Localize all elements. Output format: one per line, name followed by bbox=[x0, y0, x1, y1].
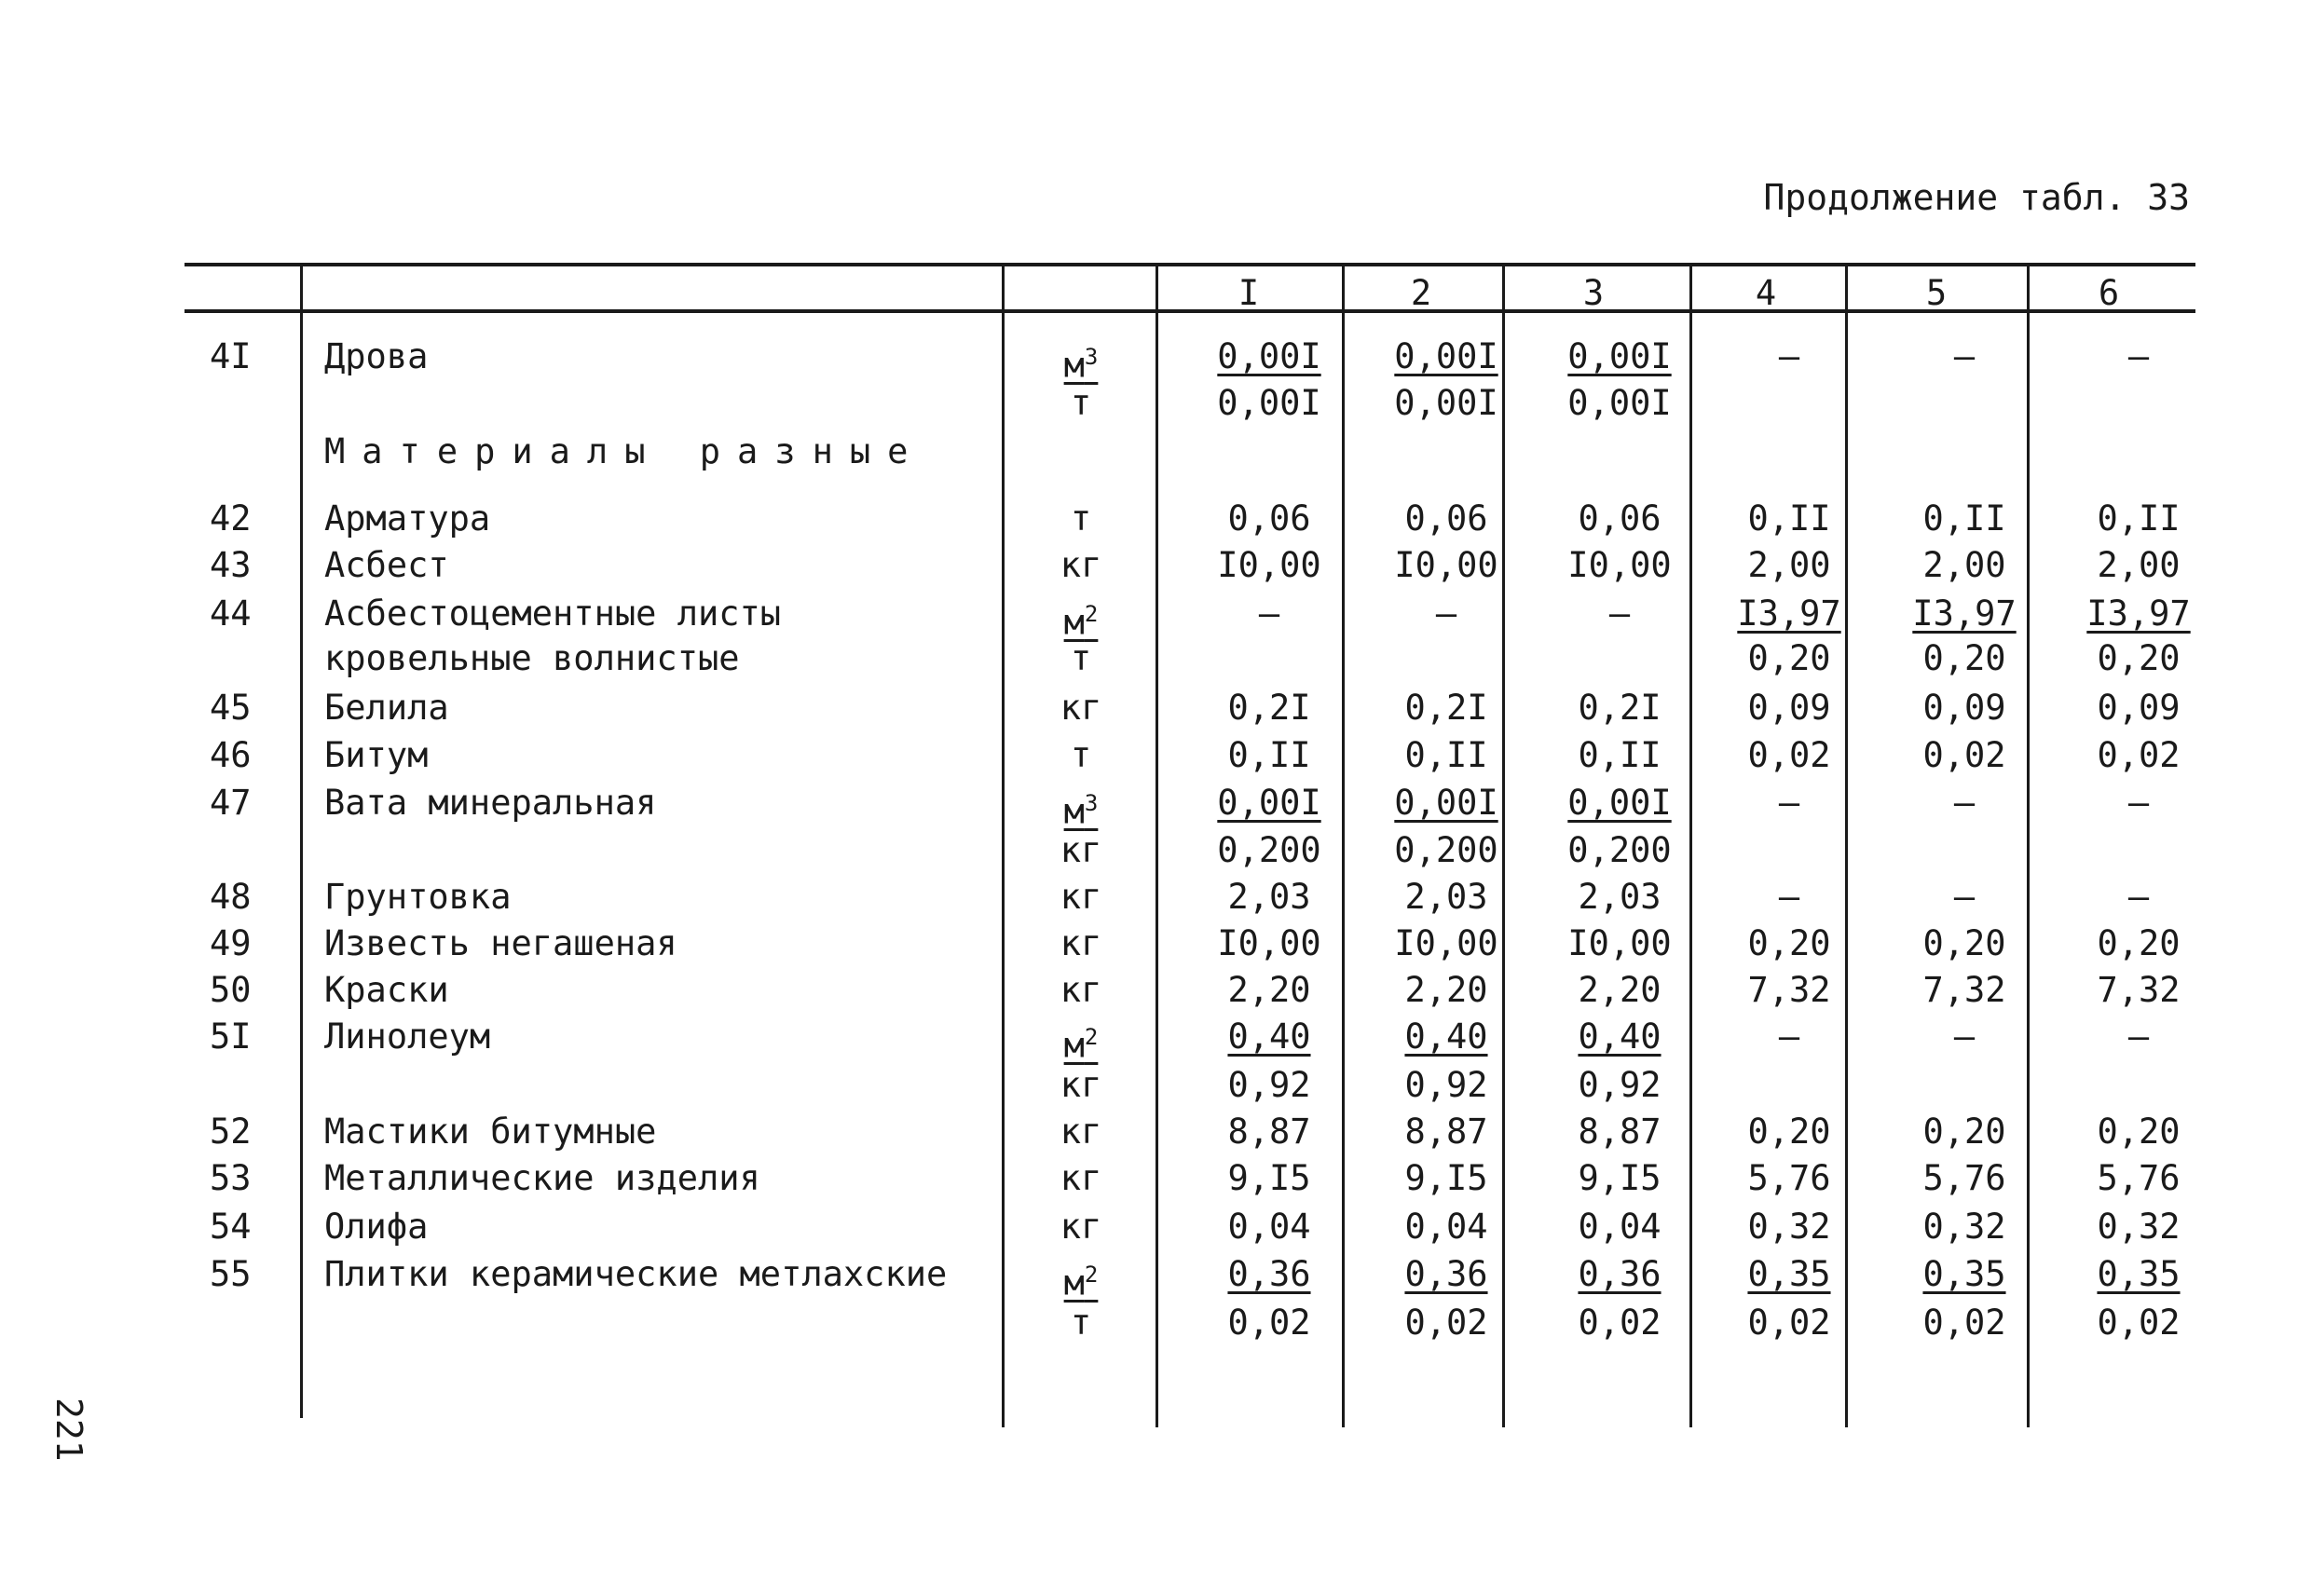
value-cell: – bbox=[2127, 783, 2150, 823]
value-cell: 0,II bbox=[1747, 498, 1831, 539]
unit: кг bbox=[1060, 1207, 1102, 1247]
row-number: 49 bbox=[210, 923, 252, 963]
value-cell: I0,00 bbox=[1217, 923, 1321, 963]
value-cell: 0,36 bbox=[1578, 1254, 1661, 1294]
value-cell: 0,20 bbox=[1747, 638, 1831, 678]
unit: кг bbox=[1060, 545, 1102, 585]
table-row bbox=[0, 1251, 2311, 1303]
value-cell: I0,00 bbox=[1217, 545, 1321, 585]
table-row bbox=[0, 1155, 2311, 1202]
value-cell: – bbox=[1778, 877, 1800, 917]
value-cell: 0,II bbox=[2097, 498, 2181, 539]
value-cell: 0,92 bbox=[1227, 1065, 1311, 1105]
material-name: Асбест bbox=[324, 545, 449, 585]
value-cell: 0,02 bbox=[1404, 1303, 1488, 1343]
unit: $м^2$ bbox=[1063, 1024, 1099, 1066]
value-cell: 0,04 bbox=[1404, 1207, 1488, 1247]
row-number: 5I bbox=[210, 1016, 252, 1057]
material-name: Вата минеральная bbox=[324, 783, 657, 823]
value-cell: 5,76 bbox=[2097, 1158, 2181, 1198]
unit: $м^3$ bbox=[1063, 344, 1099, 386]
column-header-6: 6 bbox=[2098, 273, 2120, 313]
value-cell: 0,2I bbox=[1578, 688, 1661, 728]
material-name: Асбестоцементные листы bbox=[324, 593, 782, 634]
table-row bbox=[0, 1300, 2311, 1346]
value-cell: 0,00I bbox=[1567, 336, 1672, 376]
value-cell: – bbox=[1953, 336, 1976, 376]
value-cell: 0,06 bbox=[1404, 498, 1488, 539]
value-cell: 0,2I bbox=[1404, 688, 1488, 728]
value-cell: 0,00I bbox=[1217, 336, 1321, 376]
column-header-4: 4 bbox=[1755, 273, 1777, 313]
column-header-1: I bbox=[1238, 273, 1260, 313]
value-cell: 0,06 bbox=[1227, 498, 1311, 539]
row-number: 55 bbox=[210, 1254, 252, 1294]
table-row bbox=[0, 874, 2311, 921]
unit: кг bbox=[1060, 830, 1102, 870]
unit: кг bbox=[1060, 877, 1102, 917]
row-number: 43 bbox=[210, 545, 252, 585]
value-cell: 2,03 bbox=[1578, 877, 1661, 917]
row-number: 4I bbox=[210, 336, 252, 376]
value-cell: 0,32 bbox=[1747, 1207, 1831, 1247]
value-cell: – bbox=[1608, 593, 1631, 634]
unit: кг bbox=[1060, 688, 1102, 728]
table-row bbox=[0, 635, 2311, 682]
material-name: Белила bbox=[324, 688, 449, 728]
row-number: 47 bbox=[210, 783, 252, 823]
value-cell: 0,35 bbox=[1922, 1254, 2006, 1294]
material-name: Арматура bbox=[324, 498, 491, 539]
value-cell: 2,20 bbox=[1404, 970, 1488, 1010]
value-cell: 0,09 bbox=[1922, 688, 2006, 728]
unit: $м^2$ bbox=[1063, 1262, 1099, 1303]
value-cell: 0,2I bbox=[1227, 688, 1311, 728]
value-cell: 2,00 bbox=[2097, 545, 2181, 585]
value-cell: 0,92 bbox=[1404, 1065, 1488, 1105]
row-number: 42 bbox=[210, 498, 252, 539]
unit: $м^2$ bbox=[1063, 601, 1099, 643]
value-cell: 0,II bbox=[1578, 735, 1661, 775]
value-cell: – bbox=[1953, 783, 1976, 823]
value-cell: I0,00 bbox=[1567, 923, 1672, 963]
page-number: 221 bbox=[48, 1398, 89, 1462]
value-cell: 0,20 bbox=[2097, 638, 2181, 678]
value-cell: 0,02 bbox=[1578, 1303, 1661, 1343]
value-cell: 2,03 bbox=[1227, 877, 1311, 917]
value-cell: 0,02 bbox=[1747, 735, 1831, 775]
value-cell: 2,00 bbox=[1747, 545, 1831, 585]
table-row bbox=[0, 732, 2311, 779]
value-cell: – bbox=[1258, 593, 1280, 634]
material-name: кровельные волнистые bbox=[324, 638, 740, 678]
value-cell: 0,02 bbox=[1227, 1303, 1311, 1343]
material-name: Битум bbox=[324, 735, 429, 775]
value-cell: 0,02 bbox=[2097, 1303, 2181, 1343]
value-cell: – bbox=[1953, 877, 1976, 917]
value-cell: 0,00I bbox=[1217, 783, 1321, 823]
value-cell: 0,II bbox=[1227, 735, 1311, 775]
value-cell: I0,00 bbox=[1394, 545, 1498, 585]
material-name: Мастики битумные bbox=[324, 1112, 657, 1152]
unit: т bbox=[1070, 638, 1092, 678]
value-cell: 8,87 bbox=[1404, 1112, 1488, 1152]
value-cell: 0,02 bbox=[1922, 1303, 2006, 1343]
table-row bbox=[0, 334, 2311, 386]
value-cell: I0,00 bbox=[1567, 545, 1672, 585]
value-cell: 7,32 bbox=[2097, 970, 2181, 1010]
value-cell: 0,04 bbox=[1578, 1207, 1661, 1247]
value-cell: 2,03 bbox=[1404, 877, 1488, 917]
value-cell: 0,200 bbox=[1217, 830, 1321, 870]
value-cell: 0,20 bbox=[2097, 923, 2181, 963]
table-row bbox=[0, 967, 2311, 1014]
value-cell: 0,06 bbox=[1578, 498, 1661, 539]
value-cell: 5,76 bbox=[1747, 1158, 1831, 1198]
value-cell: I3,97 bbox=[2086, 593, 2191, 634]
material-name: Известь негашеная bbox=[324, 923, 677, 963]
value-cell: 0,92 bbox=[1578, 1065, 1661, 1105]
value-cell: – bbox=[2127, 1016, 2150, 1057]
value-cell: 0,20 bbox=[1747, 923, 1831, 963]
value-cell: 0,32 bbox=[1922, 1207, 2006, 1247]
value-cell: 8,87 bbox=[1227, 1112, 1311, 1152]
row-number: 52 bbox=[210, 1112, 252, 1152]
row-number: 53 bbox=[210, 1158, 252, 1198]
material-name: Краски bbox=[324, 970, 449, 1010]
material-name: Металлические изделия bbox=[324, 1158, 760, 1198]
unit: кг bbox=[1060, 970, 1102, 1010]
value-cell: 0,200 bbox=[1394, 830, 1498, 870]
value-cell: 0,40 bbox=[1404, 1016, 1488, 1057]
value-cell: – bbox=[2127, 336, 2150, 376]
value-cell: – bbox=[1435, 593, 1457, 634]
unit: кг bbox=[1060, 923, 1102, 963]
column-header-3: 3 bbox=[1582, 273, 1605, 313]
table-row bbox=[0, 827, 2311, 874]
value-cell: 0,40 bbox=[1578, 1016, 1661, 1057]
table-row bbox=[0, 591, 2311, 643]
value-cell: 0,00I bbox=[1217, 383, 1321, 423]
value-cell: 2,20 bbox=[1227, 970, 1311, 1010]
value-cell: I3,97 bbox=[1912, 593, 2017, 634]
table-row bbox=[0, 1062, 2311, 1109]
value-cell: 0,02 bbox=[1922, 735, 2006, 775]
value-cell: – bbox=[1953, 1016, 1976, 1057]
value-cell: 0,20 bbox=[1747, 1112, 1831, 1152]
value-cell: – bbox=[1778, 1016, 1800, 1057]
value-cell: 0,II bbox=[1404, 735, 1488, 775]
value-cell: 9,I5 bbox=[1578, 1158, 1661, 1198]
table-row bbox=[0, 496, 2311, 542]
table-row bbox=[0, 1204, 2311, 1250]
value-cell: 0,09 bbox=[2097, 688, 2181, 728]
table-row bbox=[0, 1109, 2311, 1155]
table-caption: Продолжение табл. 33 bbox=[1763, 177, 2190, 218]
value-cell: 0,20 bbox=[1922, 638, 2006, 678]
unit: $м^3$ bbox=[1063, 790, 1099, 832]
value-cell: 8,87 bbox=[1578, 1112, 1661, 1152]
value-cell: 0,32 bbox=[2097, 1207, 2181, 1247]
value-cell: 0,20 bbox=[1922, 923, 2006, 963]
value-cell: 5,76 bbox=[1922, 1158, 2006, 1198]
material-name: Олифа bbox=[324, 1207, 429, 1247]
value-cell: 2,20 bbox=[1578, 970, 1661, 1010]
row-number: 50 bbox=[210, 970, 252, 1010]
value-cell: 0,02 bbox=[1747, 1303, 1831, 1343]
unit: кг bbox=[1060, 1112, 1102, 1152]
table-row bbox=[0, 921, 2311, 967]
material-name: Дрова bbox=[324, 336, 429, 376]
value-cell: – bbox=[1778, 336, 1800, 376]
material-name: Грунтовка bbox=[324, 877, 512, 917]
unit: кг bbox=[1060, 1158, 1102, 1198]
unit: т bbox=[1070, 735, 1092, 775]
value-cell: 0,00I bbox=[1394, 336, 1498, 376]
value-cell: 9,I5 bbox=[1227, 1158, 1311, 1198]
value-cell: 0,200 bbox=[1567, 830, 1672, 870]
table-row bbox=[0, 380, 2311, 427]
material-name: Линолеум bbox=[324, 1016, 491, 1057]
value-cell: 7,32 bbox=[1922, 970, 2006, 1010]
table-row bbox=[0, 685, 2311, 731]
value-cell: 0,00I bbox=[1394, 383, 1498, 423]
value-cell: 0,35 bbox=[1747, 1254, 1831, 1294]
value-cell: 0,04 bbox=[1227, 1207, 1311, 1247]
row-number: 48 bbox=[210, 877, 252, 917]
column-header-5: 5 bbox=[1925, 273, 1948, 313]
table-row bbox=[0, 542, 2311, 589]
value-cell: 0,00I bbox=[1567, 783, 1672, 823]
value-cell: I0,00 bbox=[1394, 923, 1498, 963]
value-cell: 2,00 bbox=[1922, 545, 2006, 585]
section-heading: Материалы разные bbox=[324, 431, 925, 471]
value-cell: 0,36 bbox=[1404, 1254, 1488, 1294]
value-cell: I3,97 bbox=[1737, 593, 1841, 634]
value-cell: 0,35 bbox=[2097, 1254, 2181, 1294]
column-header-2: 2 bbox=[1410, 273, 1432, 313]
material-name: Плитки керамические метлахские bbox=[324, 1254, 948, 1294]
value-cell: 0,02 bbox=[2097, 735, 2181, 775]
value-cell: – bbox=[2127, 877, 2150, 917]
value-cell: 9,I5 bbox=[1404, 1158, 1488, 1198]
value-cell: 0,00I bbox=[1567, 383, 1672, 423]
unit: т bbox=[1070, 383, 1092, 423]
row-number: 45 bbox=[210, 688, 252, 728]
unit: т bbox=[1070, 1303, 1092, 1343]
row-number: 46 bbox=[210, 735, 252, 775]
value-cell: 0,00I bbox=[1394, 783, 1498, 823]
value-cell: 0,20 bbox=[2097, 1112, 2181, 1152]
value-cell: 0,20 bbox=[1922, 1112, 2006, 1152]
table-row bbox=[0, 1014, 2311, 1066]
value-cell: 0,09 bbox=[1747, 688, 1831, 728]
value-cell: 7,32 bbox=[1747, 970, 1831, 1010]
unit: т bbox=[1070, 498, 1092, 539]
table-row bbox=[0, 780, 2311, 832]
row-number: 54 bbox=[210, 1207, 252, 1247]
value-cell: 0,40 bbox=[1227, 1016, 1311, 1057]
unit: кг bbox=[1060, 1065, 1102, 1105]
value-cell: 0,II bbox=[1922, 498, 2006, 539]
value-cell: – bbox=[1778, 783, 1800, 823]
row-number: 44 bbox=[210, 593, 252, 634]
table-row bbox=[0, 429, 2311, 475]
value-cell: 0,36 bbox=[1227, 1254, 1311, 1294]
